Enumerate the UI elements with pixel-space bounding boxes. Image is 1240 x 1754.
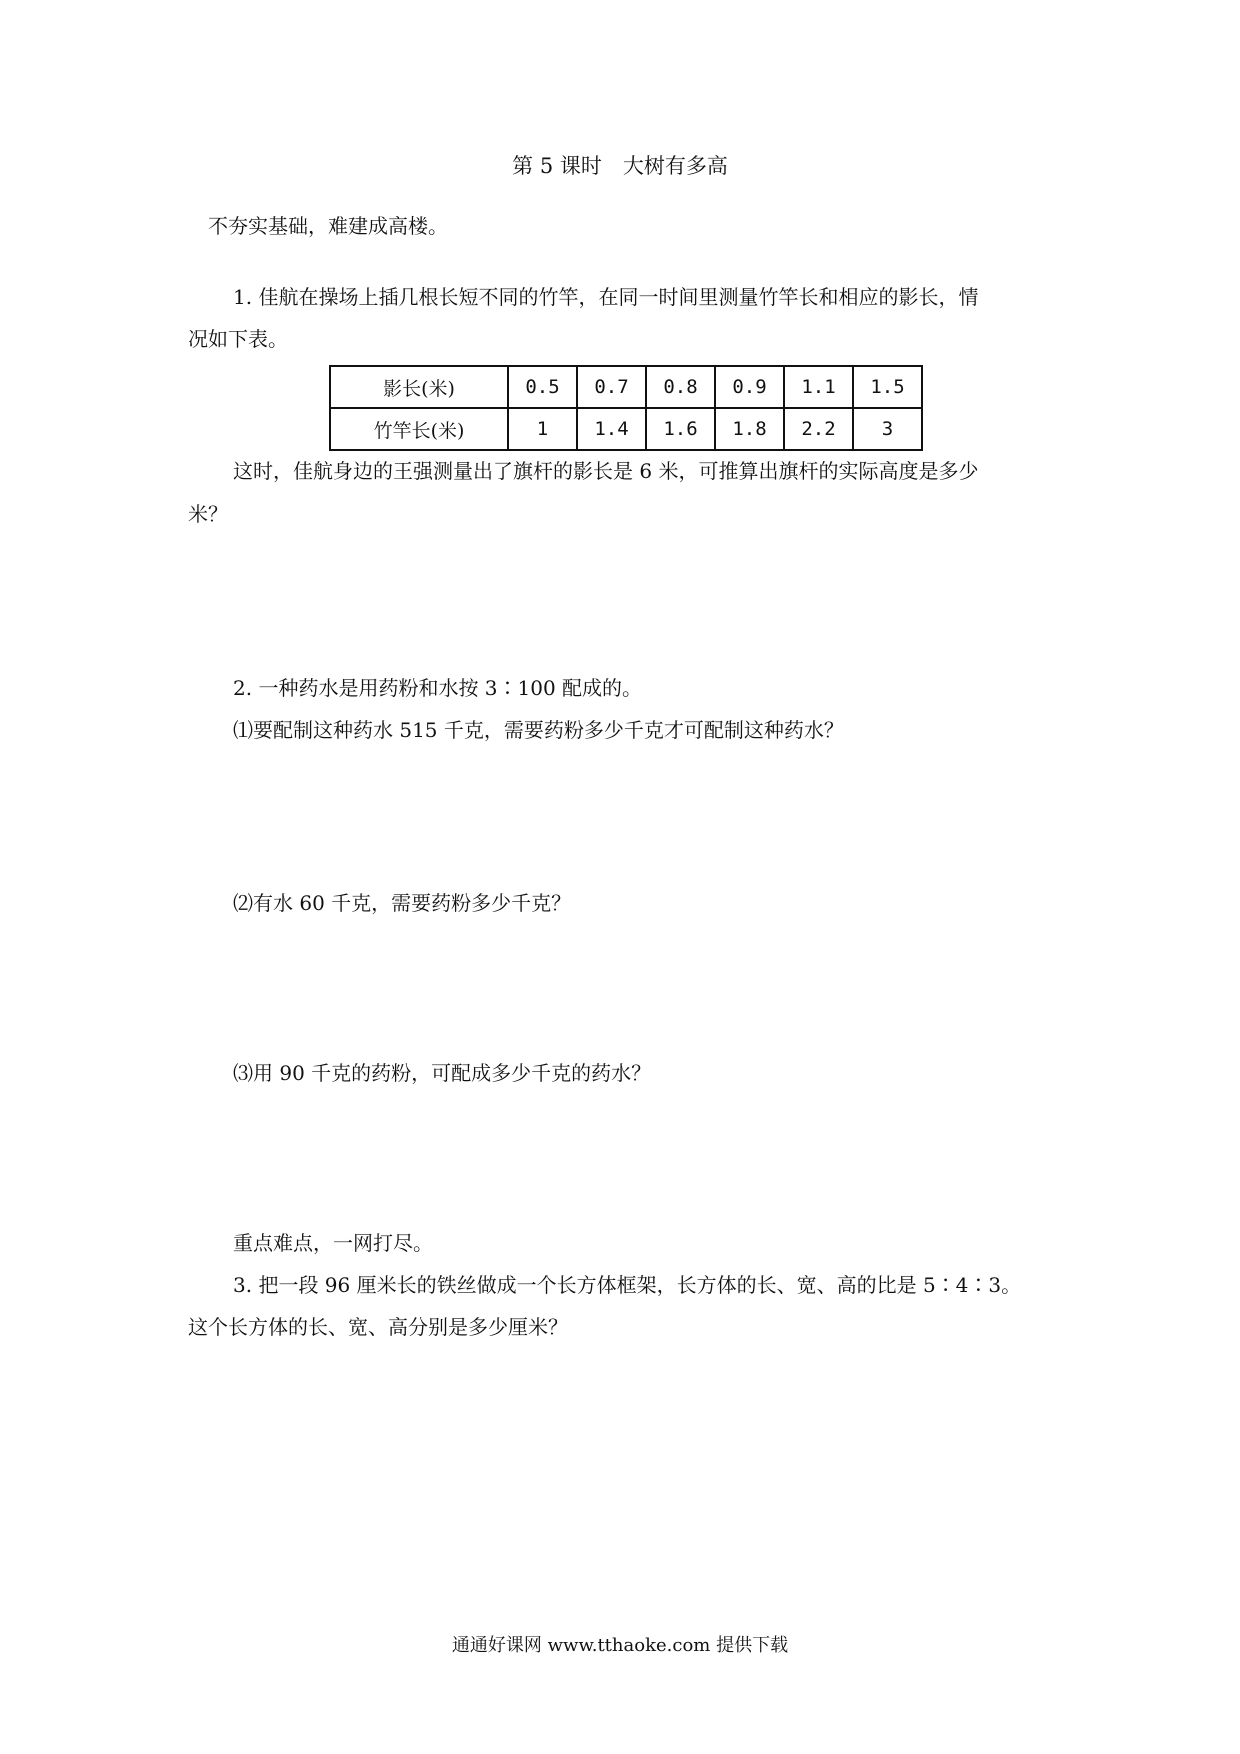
section-heading-basics: 不夯实基础，难建成高楼。 [208,214,448,238]
question-3-line-1: 3. 把一段 96 厘米长的铁丝做成一个长方体框架，长方体的长、宽、高的比是 5∶4∶3。 [233,1273,1022,1297]
table-cell: 2.2 [784,408,853,450]
question-1-line-4: 米？ [188,502,228,526]
table-row [330,408,922,450]
table-cell: 3 [853,408,922,450]
table-cell: 0.9 [715,366,784,408]
table-cell: 1.6 [646,408,715,450]
table-cell: 1 [508,408,577,450]
question-2-sub-2: ⑵有水 60 千克，需要药粉多少千克？ [233,891,572,915]
table-cell: 1.5 [853,366,922,408]
question-2-sub-3: ⑶用 90 千克的药粉，可配成多少千克的药水？ [233,1061,652,1085]
table-cell: 0.7 [577,366,646,408]
table-cell: 0.5 [508,366,577,408]
table-row [330,366,922,408]
question-2-sub-1: ⑴要配制这种药水 515 千克，需要药粉多少千克才可配制这种药水？ [233,718,844,742]
question-1-line-2: 况如下表。 [188,327,288,351]
table-header-pole: 竹竿长(米) [330,408,508,450]
section-heading-key-points: 重点难点，一网打尽。 [233,1231,433,1255]
table-cell: 0.8 [646,366,715,408]
table-header-shadow: 影长(米) [330,366,508,408]
question-2-intro: 2. 一种药水是用药粉和水按 3∶100 配成的。 [233,676,643,700]
question-1-line-3: 这时，佳航身边的王强测量出了旗杆的影长是 6 米，可推算出旗杆的实际高度是多少 [233,459,979,483]
footer-credit: 通通好课网 www.tthaoke.com 提供下载 [451,1635,789,1656]
page-title: 第 5 课时 大树有多高 [512,154,728,178]
shadow-length-table [329,365,923,451]
table-cell: 1.4 [577,408,646,450]
table-cell: 1.1 [784,366,853,408]
question-3-line-2: 这个长方体的长、宽、高分别是多少厘米？ [188,1315,568,1339]
question-1-line-1: 1. 佳航在操场上插几根长短不同的竹竿，在同一时间里测量竹竿长和相应的影长，情 [233,285,979,309]
table-cell: 1.8 [715,408,784,450]
